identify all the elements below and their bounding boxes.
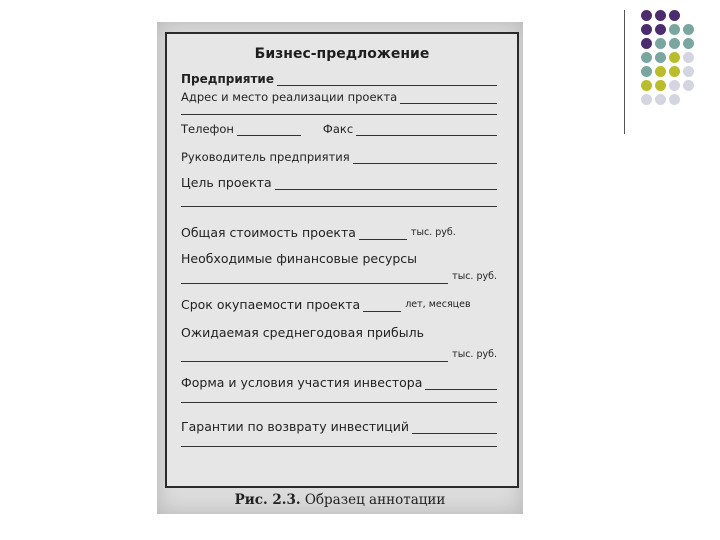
field-finance-needed bbox=[181, 252, 497, 266]
field-total-cost-label: Общая стоимость проекта bbox=[181, 225, 356, 240]
decorative-dot bbox=[641, 24, 652, 35]
decorative-dot bbox=[669, 66, 680, 77]
field-phone-fax bbox=[181, 122, 497, 136]
field-payback-label: Срок окупаемости проекта bbox=[181, 297, 361, 312]
figure-caption-text: Образец аннотации bbox=[304, 492, 446, 508]
decorative-dot bbox=[669, 38, 680, 49]
decorative-dot bbox=[655, 80, 666, 91]
field-goal-line bbox=[275, 179, 497, 190]
form-title: Бизнес-предложение bbox=[254, 46, 430, 62]
field-enterprise-label: Предприятие bbox=[181, 72, 274, 86]
decorative-dot bbox=[669, 80, 680, 91]
field-enterprise bbox=[181, 72, 497, 86]
field-expected-profit-unit: тыс. руб. bbox=[452, 349, 497, 360]
decorative-dot bbox=[641, 10, 652, 21]
field-investor-terms-line-2 bbox=[181, 402, 497, 403]
figure-caption bbox=[157, 492, 523, 508]
field-expected-profit-line bbox=[181, 351, 448, 362]
field-goal-label: Цель проекта bbox=[181, 175, 272, 190]
decorative-dot bbox=[683, 52, 694, 63]
field-guarantees-line-2 bbox=[181, 446, 497, 447]
field-goal bbox=[181, 176, 497, 190]
field-payback-unit: лет, месяцев bbox=[405, 299, 471, 310]
field-guarantees-label: Гарантии по возврату инвестиций bbox=[181, 419, 410, 434]
field-finance-needed-row2 bbox=[181, 270, 497, 284]
decorative-dot bbox=[655, 66, 666, 77]
field-enterprise-line bbox=[277, 75, 497, 86]
field-fax-label: Факс bbox=[322, 122, 354, 136]
field-director-line bbox=[353, 153, 497, 164]
decorative-dot bbox=[655, 24, 666, 35]
field-director-label: Руководитель предприятия bbox=[181, 150, 350, 164]
field-investor-terms-line bbox=[425, 379, 497, 390]
field-total-cost-line bbox=[359, 229, 407, 240]
field-guarantees-line bbox=[412, 423, 497, 434]
field-address-line-2 bbox=[181, 114, 497, 115]
decorative-dot bbox=[655, 94, 666, 105]
field-total-cost-unit: тыс. руб. bbox=[410, 227, 456, 238]
decorative-dot bbox=[669, 52, 680, 63]
field-finance-needed-line bbox=[181, 273, 448, 284]
field-fax-line bbox=[356, 125, 497, 136]
decorative-dot bbox=[683, 38, 694, 49]
form-frame bbox=[165, 32, 519, 488]
field-expected-profit-label: Ожидаемая среднегодовая прибыль bbox=[181, 325, 424, 340]
decorative-dot bbox=[683, 80, 694, 91]
document-photo bbox=[157, 22, 523, 514]
field-phone-label: Телефон bbox=[181, 122, 234, 136]
field-finance-needed-unit: тыс. руб. bbox=[452, 271, 497, 282]
field-investor-terms bbox=[181, 376, 497, 390]
decorative-dot bbox=[655, 38, 666, 49]
divider-line bbox=[624, 10, 625, 134]
decorative-dot bbox=[641, 94, 652, 105]
decorative-dot bbox=[655, 52, 666, 63]
decorative-dot bbox=[655, 10, 666, 21]
figure-caption-number: Рис. 2.3. bbox=[234, 492, 301, 508]
field-address bbox=[181, 90, 497, 104]
field-address-line bbox=[400, 93, 497, 104]
decorative-dot-grid bbox=[641, 10, 720, 120]
decorative-dot bbox=[669, 94, 680, 105]
decorative-dot bbox=[683, 66, 694, 77]
decorative-dot bbox=[641, 38, 652, 49]
decorative-dot bbox=[641, 52, 652, 63]
field-phone-line bbox=[237, 125, 301, 136]
decorative-dot bbox=[669, 24, 680, 35]
field-guarantees bbox=[181, 420, 497, 434]
field-goal-line-2 bbox=[181, 206, 497, 207]
decorative-dot bbox=[641, 80, 652, 91]
field-address-label: Адрес и место реализации проекта bbox=[181, 90, 398, 104]
field-finance-needed-label: Необходимые финансовые ресурсы bbox=[181, 251, 418, 266]
decorative-dot bbox=[683, 24, 694, 35]
decorative-dot bbox=[669, 10, 680, 21]
field-director bbox=[181, 150, 497, 164]
field-investor-terms-label: Форма и условия участия инвестора bbox=[181, 375, 423, 390]
field-expected-profit-row2 bbox=[181, 348, 497, 362]
field-payback bbox=[181, 298, 497, 312]
field-total-cost bbox=[181, 226, 497, 240]
field-expected-profit bbox=[181, 326, 497, 340]
field-payback-line bbox=[363, 301, 401, 312]
decorative-dot bbox=[641, 66, 652, 77]
